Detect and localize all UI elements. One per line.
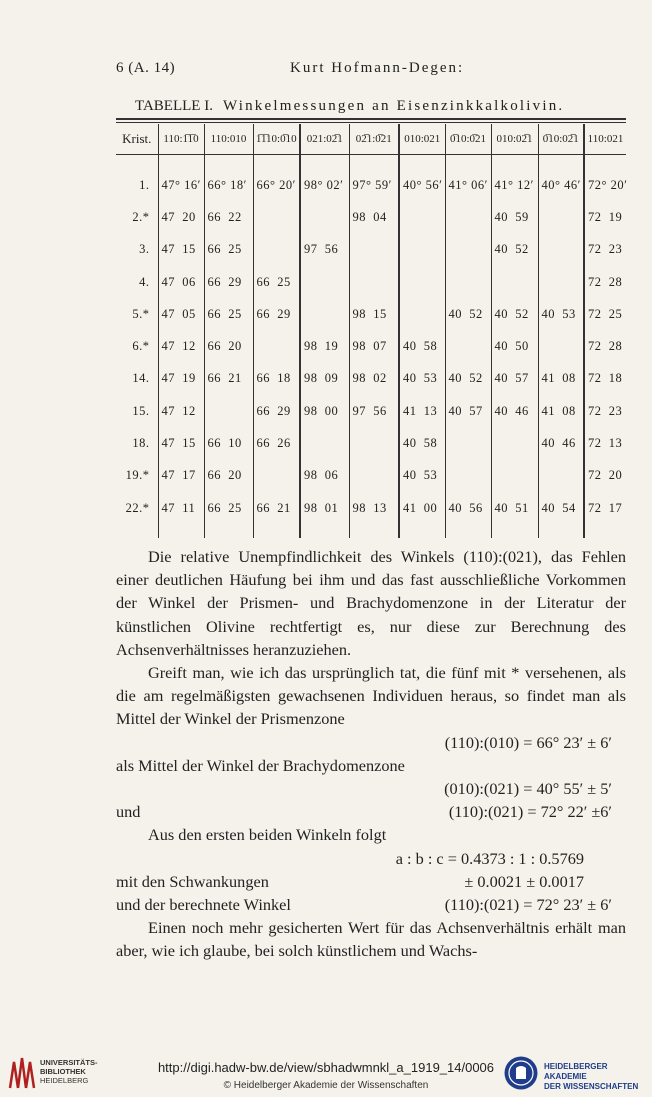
copyright: © Heidelberger Akademie der Wissenschaften	[223, 1080, 429, 1091]
angle-cell: 72 28	[584, 330, 626, 362]
angle-cell: 47 06	[158, 266, 204, 298]
angle-cell: 98 07	[349, 330, 399, 362]
crystal-number: 5.*	[132, 306, 150, 321]
angle-cell: 66 25	[204, 234, 253, 266]
angle-cell: 72 23	[584, 234, 626, 266]
angle-cell: 40° 56′	[399, 169, 445, 201]
angle-cell: 40 53	[538, 298, 584, 330]
angle-cell: 72 28	[584, 266, 626, 298]
angle-cell: 40 53	[399, 363, 445, 395]
angle-cell: 72 25	[584, 298, 626, 330]
table-caption	[135, 98, 564, 115]
angle-cell: 98 15	[349, 298, 399, 330]
table-top-rule-thin	[116, 122, 626, 123]
table-spacer	[116, 155, 626, 170]
angle-cell	[538, 266, 584, 298]
angle-cell	[445, 266, 491, 298]
angle-cell	[445, 427, 491, 459]
angle-cell: 40 58	[399, 427, 445, 459]
angle-cell	[253, 330, 300, 362]
angle-cell: 47 12	[158, 395, 204, 427]
angle-cell	[399, 298, 445, 330]
running-head	[116, 60, 596, 80]
angle-cell: 40 52	[491, 298, 538, 330]
angle-cell: 40° 46′	[538, 169, 584, 201]
table-row	[116, 298, 626, 330]
axial-ratio: a : b : c = 0.4373 : 1 : 0.5769	[395, 848, 584, 868]
paragraph: Greift man, wie ich das ursprünglich tat, die fünf mit * versehenen, als die am regelmäßigsten gewachsenen Individuen heraus, so findet man als Mittel der Winkel der Prismenzone	[116, 663, 626, 729]
angle-cell: 40 46	[538, 427, 584, 459]
angle-cell	[204, 395, 253, 427]
angle-cell: 40 54	[538, 492, 584, 524]
angle-cell	[300, 427, 349, 459]
angle-cell: 41° 12′	[491, 169, 538, 201]
angle-cell	[445, 460, 491, 492]
angle-cell: 47 20	[158, 201, 204, 233]
angle-cell: 66 25	[204, 492, 253, 524]
angle-cell: 66 21	[253, 492, 300, 524]
angle-cell	[445, 330, 491, 362]
angle-cell: 47 17	[158, 460, 204, 492]
angle-cell: 40 57	[491, 363, 538, 395]
angle-cell: 47 05	[158, 298, 204, 330]
angle-cell	[491, 460, 538, 492]
angle-cell	[300, 201, 349, 233]
angle-cell: 98 09	[300, 363, 349, 395]
angle-cell: 98 19	[300, 330, 349, 362]
academy-name: HEIDELBERGER AKADEMIE	[544, 1062, 608, 1081]
angle-cell: 40 56	[445, 492, 491, 524]
angle-cell: 66 29	[253, 395, 300, 427]
angle-cell	[300, 266, 349, 298]
angle-cell: 66 10	[204, 427, 253, 459]
angle-cell	[538, 330, 584, 362]
crystal-number: 4.	[139, 274, 150, 289]
crystal-number: 1.	[139, 177, 150, 192]
angle-cell: 40 46	[491, 395, 538, 427]
col-header: 110:021	[584, 124, 626, 155]
angle-cell: 72 23	[584, 395, 626, 427]
table-row	[116, 266, 626, 298]
angle-cell: 40 59	[491, 201, 538, 233]
angle-table	[116, 124, 626, 538]
angle-cell: 41° 06′	[445, 169, 491, 201]
crystal-number: 15.	[132, 403, 150, 418]
university-name: UNIVERSITÄTS-	[40, 1058, 98, 1067]
table-header-row	[116, 124, 626, 155]
col-header: Krist.	[116, 124, 158, 155]
deviations: ± 0.0021 ± 0.0017	[464, 871, 584, 891]
angle-cell	[399, 266, 445, 298]
angle-cell: 98 02	[349, 363, 399, 395]
angle-cell: 66 18	[253, 363, 300, 395]
angle-cell: 41 00	[399, 492, 445, 524]
running-title: Kurt Hofmann-Degen:	[290, 60, 465, 76]
table-row	[116, 460, 626, 492]
table-row	[116, 395, 626, 427]
angle-cell: 98° 02′	[300, 169, 349, 201]
crystal-number: 18.	[132, 436, 150, 451]
formula-prism: (110):(010) = 66° 23′ ± 6′	[444, 732, 612, 752]
angle-cell: 97° 59′	[349, 169, 399, 201]
angle-cell: 98 01	[300, 492, 349, 524]
col-header: 1̅1̅10:0̅10	[253, 124, 300, 155]
angle-cell	[491, 266, 538, 298]
angle-cell: 66 20	[204, 460, 253, 492]
crystal-number: 22.*	[125, 500, 150, 515]
table-row	[116, 492, 626, 524]
col-header: 110:1̅1̅0	[158, 124, 204, 155]
angle-cell: 97 56	[300, 234, 349, 266]
angle-cell	[445, 201, 491, 233]
table-spacer	[116, 524, 626, 538]
angle-cell: 40 52	[445, 298, 491, 330]
university-name: BIBLIOTHEK	[40, 1067, 86, 1076]
angle-cell: 40 57	[445, 395, 491, 427]
angle-cell: 41 08	[538, 363, 584, 395]
crystal-number: 19.*	[125, 468, 150, 483]
angle-cell: 98 04	[349, 201, 399, 233]
body-text	[116, 545, 626, 963]
paragraph: Die relative Unempfindlichkeit des Winkels (110):(021), das Fehlen einer deutlichen Häufung bei ihm und das fast ausschließliche Vorkommen der Winkel der Prismen- und Brachydomenzone in der Literatur der künstlichen Olivine rechtfertigt es, nur diese zur Berechnung des Achsenverhältnisses heranzuziehen.	[116, 547, 626, 659]
angle-cell: 40 51	[491, 492, 538, 524]
angle-cell: 41 13	[399, 395, 445, 427]
angle-cell: 72 20	[584, 460, 626, 492]
col-header: 110:010	[204, 124, 253, 155]
angle-cell: 66 22	[204, 201, 253, 233]
text-line: mit den Schwankungen	[116, 871, 269, 891]
angle-cell: 66° 18′	[204, 169, 253, 201]
footer	[0, 1052, 652, 1097]
col-header: 010:021	[399, 124, 445, 155]
angle-cell	[349, 427, 399, 459]
angle-cell: 40 50	[491, 330, 538, 362]
formula-brachy: (010):(021) = 40° 55′ ± 5′	[444, 779, 612, 798]
angle-cell: 40 53	[399, 460, 445, 492]
angle-cell	[445, 234, 491, 266]
crystal-number: 3.	[139, 242, 150, 257]
angle-cell	[349, 234, 399, 266]
angle-cell	[300, 298, 349, 330]
paragraph: Einen noch mehr gesicherten Wert für das Achsenverhältnis erhält man aber, wie ich glaube, bei solch künstlichem und Wachs-	[116, 918, 626, 961]
angle-cell	[538, 234, 584, 266]
angle-cell: 66 20	[204, 330, 253, 362]
table-row	[116, 330, 626, 362]
angle-cell: 47 15	[158, 234, 204, 266]
angle-cell	[253, 201, 300, 233]
angle-cell: 47 19	[158, 363, 204, 395]
col-header: 0̅10:02̅1	[538, 124, 584, 155]
angle-cell: 40 58	[399, 330, 445, 362]
table-row	[116, 169, 626, 201]
angle-cell: 47 15	[158, 427, 204, 459]
crystal-number: 14.	[132, 371, 150, 386]
angle-cell: 72 17	[584, 492, 626, 524]
angle-cell: 66 29	[204, 266, 253, 298]
angle-cell: 72 19	[584, 201, 626, 233]
angle-cell	[538, 460, 584, 492]
source-url[interactable]: http://digi.hadw-bw.de/view/sbhadwmnkl_a_1919_14/0006	[157, 1060, 495, 1075]
angle-cell: 97 56	[349, 395, 399, 427]
angle-cell	[349, 266, 399, 298]
text-line: und	[116, 802, 141, 822]
table-row	[116, 427, 626, 459]
angle-cell	[399, 234, 445, 266]
angle-cell: 47 11	[158, 492, 204, 524]
angle-cell: 72 13	[584, 427, 626, 459]
angle-cell	[399, 201, 445, 233]
angle-cell: 40 52	[445, 363, 491, 395]
table-row	[116, 363, 626, 395]
table-row	[116, 234, 626, 266]
formula-110-021: (110):(021) = 72° 22′ ±6′	[448, 802, 612, 822]
angle-cell: 40 52	[491, 234, 538, 266]
academy-name: DER WISSENSCHAFTEN	[544, 1082, 639, 1091]
table-row	[116, 201, 626, 233]
table-number: TABELLE I.	[135, 98, 213, 114]
angle-cell: 47 12	[158, 330, 204, 362]
col-header: 021:02̅1	[300, 124, 349, 155]
col-header: 02̅1:0̅21	[349, 124, 399, 155]
page-number: 6 (A. 14)	[116, 60, 176, 76]
table-title: Winkelmessungen an Eisenzinkkalkolivin.	[222, 98, 565, 114]
text-line: Aus den ersten beiden Winkeln folgt	[148, 825, 387, 845]
crystal-number: 6.*	[132, 339, 150, 354]
text-line: und der berechnete Winkel	[116, 894, 291, 914]
university-name: HEIDELBERG	[40, 1076, 89, 1085]
crystal-number: 2.*	[132, 209, 150, 224]
angle-cell: 98 13	[349, 492, 399, 524]
angle-cell	[491, 427, 538, 459]
angle-cell: 66 25	[253, 266, 300, 298]
angle-cell	[349, 460, 399, 492]
angle-cell: 41 08	[538, 395, 584, 427]
angle-cell: 66 21	[204, 363, 253, 395]
angle-cell: 72° 20′	[584, 169, 626, 201]
angle-cell: 66° 20′	[253, 169, 300, 201]
formula-calculated: (110):(021) = 72° 23′ ± 6′	[444, 894, 612, 914]
angle-cell	[538, 201, 584, 233]
angle-cell: 98 06	[300, 460, 349, 492]
angle-cell	[253, 460, 300, 492]
academy-seal-icon	[503, 1055, 539, 1091]
angle-cell: 66 25	[204, 298, 253, 330]
col-header: 0̅10:0̅21	[445, 124, 491, 155]
col-header: 010:02̅1	[491, 124, 538, 155]
angle-cell: 66 26	[253, 427, 300, 459]
angle-cell: 47° 16′	[158, 169, 204, 201]
angle-cell: 98 00	[300, 395, 349, 427]
angle-cell: 66 29	[253, 298, 300, 330]
angle-cell	[253, 234, 300, 266]
text-line: als Mittel der Winkel der Brachydomenzone	[116, 755, 405, 775]
table-top-rule	[116, 118, 626, 120]
angle-cell: 72 18	[584, 363, 626, 395]
